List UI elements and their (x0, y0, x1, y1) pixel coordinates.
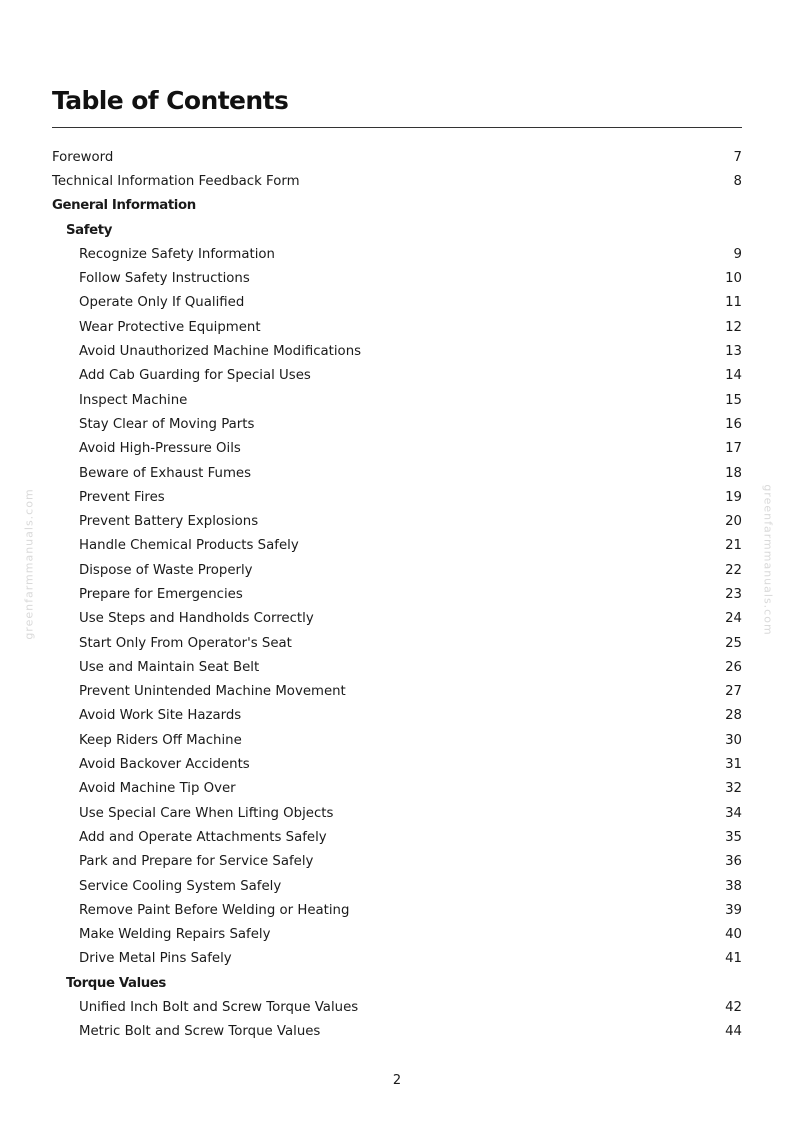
toc-entry[interactable] (52, 777, 742, 801)
toc-entry[interactable] (52, 485, 742, 509)
toc-entry-page: 13 (725, 344, 742, 360)
toc-entry-page: 38 (725, 878, 742, 894)
toc-entry-label: Stay Clear of Moving Parts (79, 416, 255, 432)
toc-entry-label: Technical Information Feedback Form (52, 173, 300, 189)
toc-entry-page: 15 (725, 392, 742, 408)
toc-entry-label: Add and Operate Attachments Safely (79, 829, 327, 845)
watermark-right: greenfarmmanuals.com (761, 484, 775, 636)
toc-entry-page: 31 (725, 757, 742, 773)
toc-entry-page: 7 (733, 149, 742, 165)
toc-entry-label: Operate Only If Qualified (79, 295, 245, 311)
toc-entry-page: 28 (725, 708, 742, 724)
toc-entry[interactable] (52, 169, 742, 193)
toc-entry[interactable] (52, 412, 742, 436)
toc-entry-page: 32 (725, 781, 742, 797)
toc-entry-label: Dispose of Waste Properly (79, 562, 253, 578)
toc-entry[interactable] (52, 947, 742, 971)
toc-entry-label: Safety (66, 222, 112, 238)
toc-entry-label: Follow Safety Instructions (79, 271, 250, 287)
toc-entry[interactable] (52, 509, 742, 533)
toc-entry[interactable] (52, 364, 742, 388)
toc-entry-label: Unified Inch Bolt and Screw Torque Values (79, 1000, 359, 1016)
toc-entry-page: 40 (725, 927, 742, 943)
toc-entry[interactable] (52, 582, 742, 606)
toc-entry-label: Inspect Machine (79, 392, 188, 408)
toc-entry[interactable] (52, 923, 742, 947)
toc-entry-label: Prevent Fires (79, 489, 165, 505)
toc-entry-page: 10 (725, 271, 742, 287)
toc-entry-label: General Information (52, 198, 196, 214)
toc-section-heading (52, 218, 742, 242)
toc-entry-page: 9 (733, 246, 742, 262)
toc-entry[interactable] (52, 607, 742, 631)
toc-entry-page: 36 (725, 854, 742, 870)
toc-entry-label: Make Welding Repairs Safely (79, 927, 271, 943)
toc-entry-label: Beware of Exhaust Fumes (79, 465, 252, 481)
toc-entry[interactable] (52, 388, 742, 412)
toc-entry-label: Drive Metal Pins Safely (79, 951, 232, 967)
toc-entry-label: Avoid Machine Tip Over (79, 781, 236, 797)
toc-entry-page: 44 (725, 1024, 742, 1040)
toc-entry[interactable] (52, 655, 742, 679)
toc-entry-page: 23 (725, 586, 742, 602)
toc-entry[interactable] (52, 534, 742, 558)
toc-entry-label: Handle Chemical Products Safely (79, 538, 299, 554)
toc-entry-page: 19 (725, 489, 742, 505)
toc-entry-label: Use Special Care When Lifting Objects (79, 805, 334, 821)
toc-entry-label: Avoid Backover Accidents (79, 757, 250, 773)
toc-entry-page: 42 (725, 1000, 742, 1016)
toc-entry[interactable] (52, 850, 742, 874)
toc-entry-label: Avoid Work Site Hazards (79, 708, 242, 724)
toc-entry[interactable] (52, 1020, 742, 1044)
toc-entry-page: 14 (725, 368, 742, 384)
toc-entry-page: 35 (725, 829, 742, 845)
toc-entry-label: Prevent Unintended Machine Movement (79, 684, 346, 700)
toc-entry[interactable] (52, 315, 742, 339)
toc-entry-label: Avoid High-Pressure Oils (79, 441, 241, 457)
toc-entry[interactable] (52, 752, 742, 776)
toc-entry-page: 17 (725, 441, 742, 457)
toc-entry-label: Remove Paint Before Welding or Heating (79, 902, 350, 918)
toc-entry-label: Prepare for Emergencies (79, 586, 243, 602)
toc-entry-label: Metric Bolt and Screw Torque Values (79, 1024, 321, 1040)
toc-entry[interactable] (52, 266, 742, 290)
toc-section-heading (52, 971, 742, 995)
toc-entry-page: 41 (725, 951, 742, 967)
toc-entry-page: 21 (725, 538, 742, 554)
toc-entry-label: Recognize Safety Information (79, 246, 275, 262)
toc-entry-label: Prevent Battery Explosions (79, 514, 259, 530)
toc-entry-label: Use Steps and Handholds Correctly (79, 611, 314, 627)
toc-entry[interactable] (52, 825, 742, 849)
toc-entry-page: 8 (733, 173, 742, 189)
toc-entry-label: Foreword (52, 149, 114, 165)
toc-entry[interactable] (52, 995, 742, 1019)
toc-entry[interactable] (52, 291, 742, 315)
toc-entry-page: 18 (725, 465, 742, 481)
toc-entry[interactable] (52, 874, 742, 898)
toc-entry[interactable] (52, 145, 742, 169)
toc-entry[interactable] (52, 631, 742, 655)
toc-entry-label: Avoid Unauthorized Machine Modifications (79, 344, 362, 360)
toc-entry-page: 27 (725, 684, 742, 700)
toc-entry-label: Park and Prepare for Service Safely (79, 854, 314, 870)
toc-entry[interactable] (52, 728, 742, 752)
toc-entry[interactable] (52, 461, 742, 485)
toc-entry-page: 22 (725, 562, 742, 578)
toc-entry-label: Wear Protective Equipment (79, 319, 261, 335)
toc-entry-label: Service Cooling System Safely (79, 878, 282, 894)
toc-entry[interactable] (52, 898, 742, 922)
toc-entry-page: 24 (725, 611, 742, 627)
toc-section-heading (52, 194, 742, 218)
toc-entry-label: Torque Values (66, 975, 166, 991)
toc-entry[interactable] (52, 680, 742, 704)
title-divider (52, 127, 742, 128)
toc-entry[interactable] (52, 437, 742, 461)
toc-entry-label: Keep Riders Off Machine (79, 732, 242, 748)
toc-entry[interactable] (52, 339, 742, 363)
toc-entry-page: 11 (725, 295, 742, 311)
page-title: Table of Contents (52, 86, 289, 115)
toc-entry-label: Add Cab Guarding for Special Uses (79, 368, 311, 384)
page-number: 2 (392, 1073, 402, 1088)
toc-entry[interactable] (52, 558, 742, 582)
toc-entry-label: Start Only From Operator's Seat (79, 635, 292, 651)
watermark-left: greenfarmmanuals.com (22, 488, 36, 640)
toc-entry-page: 25 (725, 635, 742, 651)
toc-entry-page: 34 (725, 805, 742, 821)
toc-entry-page: 26 (725, 659, 742, 675)
toc-entry-page: 30 (725, 732, 742, 748)
toc-entry[interactable] (52, 801, 742, 825)
table-of-contents-list (52, 145, 742, 1044)
toc-entry-page: 20 (725, 514, 742, 530)
toc-entry-page: 16 (725, 416, 742, 432)
toc-entry-page: 12 (725, 319, 742, 335)
toc-entry-page: 39 (725, 902, 742, 918)
toc-entry[interactable] (52, 242, 742, 266)
toc-entry[interactable] (52, 704, 742, 728)
toc-entry-label: Use and Maintain Seat Belt (79, 659, 260, 675)
